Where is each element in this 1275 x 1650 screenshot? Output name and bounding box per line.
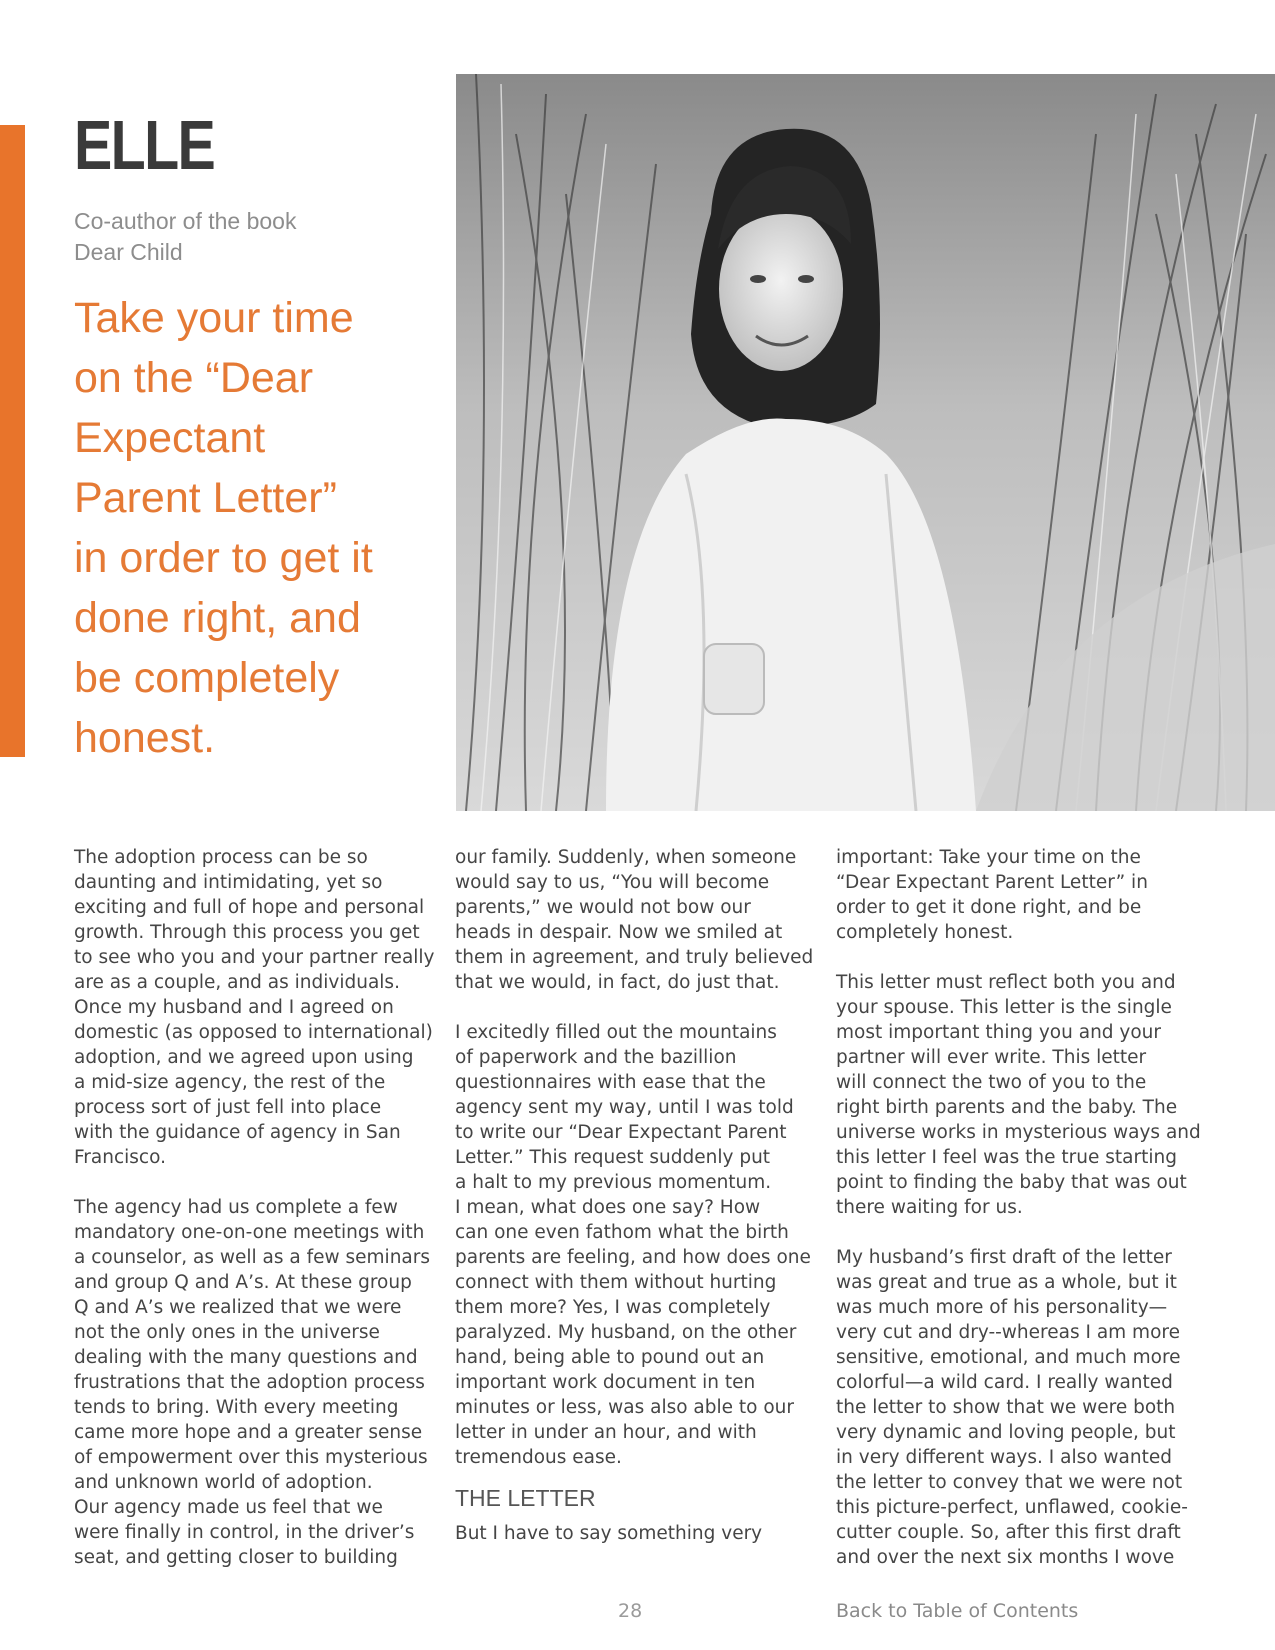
accent-bar	[0, 125, 25, 757]
paragraph-gap	[74, 1170, 435, 1195]
text-line: completely honest.	[836, 922, 1014, 943]
text-line: heads in despair. Now we smiled at	[455, 922, 783, 943]
text-line: tremendous ease.	[455, 1447, 622, 1468]
text-line: important work document in ten	[455, 1372, 756, 1393]
text-line: My husband’s first draft of the letter	[836, 1247, 1172, 1268]
text-line: not the only ones in the universe	[74, 1322, 380, 1343]
text-line: that we would, in fact, do just that.	[455, 972, 780, 993]
text-line: letter in under an hour, and with	[455, 1422, 757, 1443]
paragraph-gap	[455, 995, 813, 1020]
text-line: frustrations that the adoption process	[74, 1372, 425, 1393]
text-line: to write our “Dear Expectant Parent	[455, 1122, 787, 1143]
text-line: mandatory one-on-one meetings with	[74, 1222, 425, 1243]
text-line: sensitive, emotional, and much more	[836, 1347, 1181, 1368]
text-line: process sort of just fell into place	[74, 1097, 382, 1118]
text-line: growth. Through this process you get	[74, 922, 420, 943]
text-line: came more hope and a greater sense	[74, 1422, 423, 1443]
text-line: paralyzed. My husband, on the other	[455, 1322, 797, 1343]
paragraph-gap	[836, 1220, 1201, 1245]
text-line: and over the next six months I wove	[836, 1547, 1175, 1568]
subtitle-line: Dear Child	[74, 239, 183, 265]
text-line: there waiting for us.	[836, 1197, 1023, 1218]
text-line: most important thing you and your	[836, 1022, 1162, 1043]
text-line: to see who you and your partner really	[74, 947, 435, 968]
text-line: a halt to my previous momentum.	[455, 1172, 772, 1193]
text-line: Francisco.	[74, 1147, 166, 1168]
text-line: daunting and intimidating, yet so	[74, 872, 383, 893]
text-line: colorful—a wild card. I really wanted	[836, 1372, 1173, 1393]
text-line: a counselor, as well as a few seminars	[74, 1247, 430, 1268]
text-line: connect with them without hurting	[455, 1272, 777, 1293]
body-column-1	[74, 845, 435, 1570]
pull-quote	[74, 288, 454, 768]
text-line: right birth parents and the baby. The	[836, 1097, 1178, 1118]
pull-quote-line: done right, and	[74, 594, 361, 642]
text-line: and unknown world of adoption.	[74, 1472, 373, 1493]
subtitle	[74, 206, 374, 268]
text-line: The agency had us complete a few	[74, 1197, 398, 1218]
text-line: parents are feeling, and how does one	[455, 1247, 811, 1268]
text-line: can one even fathom what the birth	[455, 1222, 789, 1243]
text-line: are as a couple, and as individuals.	[74, 972, 400, 993]
text-line: a mid-size agency, the rest of the	[74, 1072, 386, 1093]
text-line: with the guidance of agency in San	[74, 1122, 401, 1143]
text-line: very cut and dry--whereas I am more	[836, 1322, 1180, 1343]
pull-quote-line: on the “Dear	[74, 354, 314, 402]
pull-quote-line: Parent Letter”	[74, 474, 337, 522]
text-line: this letter I feel was the true starting	[836, 1147, 1177, 1168]
section-heading: THE LETTER	[455, 1485, 596, 1511]
text-line: Our agency made us feel that we	[74, 1497, 383, 1518]
text-line: partner will ever write. This letter	[836, 1047, 1147, 1068]
text-line: was much more of his personality—	[836, 1297, 1168, 1318]
text-line: Q and A’s we realized that we were	[74, 1297, 402, 1318]
body-column-3	[836, 845, 1201, 1570]
text-line: agency sent my way, until I was told	[455, 1097, 794, 1118]
text-line: of paperwork and the bazillion	[455, 1047, 737, 1068]
text-line: very dynamic and loving people, but	[836, 1422, 1176, 1443]
text-line: were finally in control, in the driver’s	[74, 1522, 415, 1543]
text-line: “Dear Expectant Parent Letter” in	[836, 872, 1148, 893]
text-line: the letter to convey that we were not	[836, 1472, 1183, 1493]
text-line: the letter to show that we were both	[836, 1397, 1176, 1418]
text-line: point to finding the baby that was out	[836, 1172, 1187, 1193]
text-line: seat, and getting closer to building	[74, 1547, 398, 1568]
text-line: our family. Suddenly, when someone	[455, 847, 797, 868]
text-line: dealing with the many questions and	[74, 1347, 418, 1368]
text-line: But I have to say something very	[455, 1523, 763, 1544]
text-line: domestic (as opposed to international)	[74, 1022, 433, 1043]
text-line: adoption, and we agreed upon using	[74, 1047, 414, 1068]
text-line: The adoption process can be so	[74, 847, 368, 868]
back-to-contents-link[interactable]: Back to Table of Contents	[836, 1600, 1079, 1622]
page-number: 28	[618, 1600, 643, 1622]
text-line: of empowerment over this mysterious	[74, 1447, 428, 1468]
pull-quote-line: be completely	[74, 654, 340, 702]
text-line: universe works in mysterious ways and	[836, 1122, 1201, 1143]
pull-quote-line: Expectant	[74, 414, 266, 462]
portrait-photo	[456, 74, 1275, 811]
subtitle-line: Co-author of the book	[74, 208, 297, 234]
text-line: Once my husband and I agreed on	[74, 997, 394, 1018]
paragraph-gap	[836, 945, 1201, 970]
text-line: This letter must reflect both you and	[836, 972, 1176, 993]
pull-quote-line: Take your time	[74, 294, 354, 342]
text-line: important: Take your time on the	[836, 847, 1141, 868]
text-line: questionnaires with ease that the	[455, 1072, 766, 1093]
body-column-2	[455, 845, 813, 1546]
text-line: in very different ways. I also wanted	[836, 1447, 1172, 1468]
text-line: minutes or less, was also able to our	[455, 1397, 795, 1418]
text-line: cutter couple. So, after this first draft	[836, 1522, 1181, 1543]
text-line: tends to bring. With every meeting	[74, 1397, 399, 1418]
text-line: order to get it done right, and be	[836, 897, 1142, 918]
text-line: hand, being able to pound out an	[455, 1347, 765, 1368]
page-title: ELLE	[74, 106, 215, 184]
text-line: and group Q and A’s. At these group	[74, 1272, 412, 1293]
pull-quote-line: in order to get it	[74, 534, 373, 582]
text-line: I excitedly filled out the mountains	[455, 1022, 777, 1043]
text-line: exciting and full of hope and personal	[74, 897, 425, 918]
text-line: will connect the two of you to the	[836, 1072, 1147, 1093]
text-line: parents,” we would not bow our	[455, 897, 751, 918]
pull-quote-line: honest.	[74, 714, 216, 762]
text-line: would say to us, “You will become	[455, 872, 770, 893]
text-line: them in agreement, and truly believed	[455, 947, 814, 968]
text-line: them more? Yes, I was completely	[455, 1297, 771, 1318]
text-line: was great and true as a whole, but it	[836, 1272, 1177, 1293]
text-line: I mean, what does one say? How	[455, 1197, 761, 1218]
text-line: your spouse. This letter is the single	[836, 997, 1172, 1018]
text-line: this picture-perfect, unflawed, cookie-	[836, 1497, 1188, 1518]
text-line: Letter.” This request suddenly put	[455, 1147, 771, 1168]
